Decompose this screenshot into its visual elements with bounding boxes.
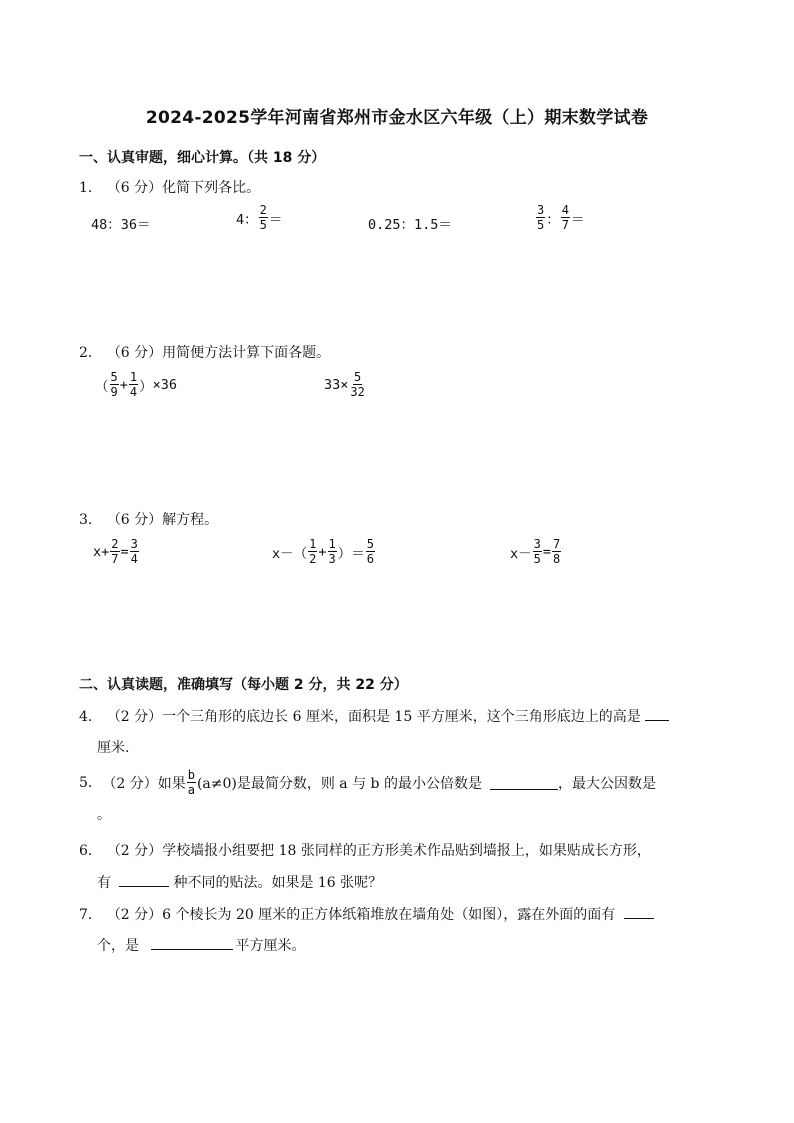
numerator: 7: [553, 537, 561, 551]
denominator: 5: [537, 218, 545, 232]
question-text: 化简下列各比。: [162, 180, 261, 196]
fraction: [110, 537, 119, 566]
question-number: 6.: [79, 843, 93, 859]
numerator: 5: [110, 370, 118, 384]
numerator: 3: [537, 203, 545, 217]
question-text: 6 个棱长为 20 厘米的正方体纸箱堆放在墙角处（如图），露在外面的面有: [162, 907, 616, 923]
denominator: a: [187, 783, 195, 797]
denominator: 32: [350, 385, 365, 399]
question-score: （2 分）: [106, 907, 163, 923]
question-score: （6 分）: [106, 180, 163, 196]
fraction: [130, 537, 139, 566]
fraction: [308, 537, 317, 566]
section-heading-2: 二、认真读题，准确填写（每小题 2 分，共 22 分）: [79, 677, 408, 693]
answer-blank[interactable]: [490, 775, 558, 790]
ratio-item-2: 4： $\frac{2}{5}$ ＝: [236, 203, 283, 232]
ratio-item-4: $\frac{3}{5}$ ： $\frac{4}{7}$ ＝: [537, 203, 585, 232]
calc-item-1: （ $\frac{5}{9}$ + $\frac{1}{4}$ ） ×36: [95, 370, 177, 399]
question-6-line2: 有 种不同的贴法。如果是 16 张呢？: [97, 872, 382, 892]
question-score: （6 分）: [106, 512, 163, 528]
question-2: [79, 342, 330, 362]
question-number: 3.: [79, 512, 93, 528]
question-text: 用简便方法计算下面各题。: [162, 345, 331, 361]
section-heading-1: 一、认真审题，细心计算。（共 18 分）: [79, 150, 326, 166]
fraction: [328, 537, 337, 566]
question-7-line2: 个，是 平方厘米。: [97, 935, 305, 955]
question-text: 解方程。: [162, 512, 219, 528]
denominator: 2: [309, 552, 317, 566]
fraction: [536, 203, 545, 232]
question-5: 5. （2 分） 如果 $\frac{b}{a}$ (a≠0)是最简分数，则 a 与 b 的最小公倍数是 ，最大公因数是: [79, 768, 656, 797]
question-number: 2.: [79, 345, 93, 361]
fraction: [552, 537, 561, 566]
question-score: （6 分）: [106, 345, 163, 361]
numerator: 3: [533, 537, 541, 551]
denominator: 7: [561, 218, 569, 232]
question-6: [79, 840, 651, 860]
fraction: [187, 768, 196, 797]
denominator: 3: [328, 552, 336, 566]
denominator: 8: [553, 552, 561, 566]
question-1: [79, 177, 260, 197]
question-5-line2: 。: [97, 807, 111, 823]
numerator: 3: [130, 537, 138, 551]
question-4-line2: 厘米.: [97, 740, 130, 756]
numerator: 2: [111, 537, 119, 551]
question-text: 一个三角形的底边长 6 厘米，面积是 15 平方厘米，这个三角形底边上的高是: [162, 709, 641, 725]
fraction: [561, 203, 570, 232]
fraction: [349, 370, 365, 399]
question-score: （2 分）: [102, 775, 158, 792]
question-number: 7.: [79, 907, 93, 923]
question-score: （2 分）: [106, 843, 163, 859]
question-3: [79, 509, 218, 529]
numerator: 1: [129, 370, 138, 384]
numerator: 1: [309, 537, 317, 551]
question-7: [79, 904, 654, 924]
fraction: [110, 370, 119, 399]
answer-blank[interactable]: [151, 935, 233, 950]
page-title: 2024-2025学年河南省郑州市金水区六年级（上）期末数学试卷: [145, 108, 649, 128]
calc-item-2: 33× $\frac{5}{32}$: [324, 370, 365, 399]
question-4: [79, 706, 669, 726]
denominator: 5: [259, 218, 267, 232]
numerator: 5: [354, 370, 362, 384]
denominator: 5: [533, 552, 541, 566]
denominator: 9: [110, 385, 118, 399]
denominator: 6: [366, 552, 374, 566]
denominator: 7: [111, 552, 119, 566]
numerator: 2: [259, 203, 267, 217]
answer-blank[interactable]: [119, 872, 169, 887]
fraction: [366, 537, 375, 566]
equation-1: x+ $\frac{2}{7}$ = $\frac{3}{4}$: [93, 537, 138, 566]
fraction: [129, 370, 138, 399]
question-text: 学校墙报小组要把 18 张同样的正方形美术作品贴到墙报上，如果贴成长方形，: [162, 843, 651, 859]
numerator: b: [187, 768, 195, 782]
equation-2: x－（ $\frac{1}{2}$ + $\frac{1}{3}$ ）＝ $\frac{5}{6}$: [272, 537, 374, 566]
numerator: 4: [561, 203, 569, 217]
ratio-item-3: 0.25：1.5＝: [368, 217, 452, 233]
ratio-item-1: 48：36＝: [91, 217, 151, 233]
numerator: 5: [366, 537, 374, 551]
fraction: [259, 203, 268, 232]
answer-blank[interactable]: [645, 706, 669, 721]
numerator: 1: [328, 537, 336, 551]
fraction: [533, 537, 542, 566]
denominator: 4: [129, 385, 138, 399]
denominator: 4: [130, 552, 138, 566]
equation-3: x－ $\frac{3}{5}$ = $\frac{7}{8}$: [510, 537, 561, 566]
answer-blank[interactable]: [624, 904, 654, 919]
question-number: 5.: [79, 774, 93, 791]
question-number: 4.: [79, 709, 93, 725]
question-number: 1.: [79, 180, 93, 196]
question-score: （2 分）: [106, 709, 163, 725]
